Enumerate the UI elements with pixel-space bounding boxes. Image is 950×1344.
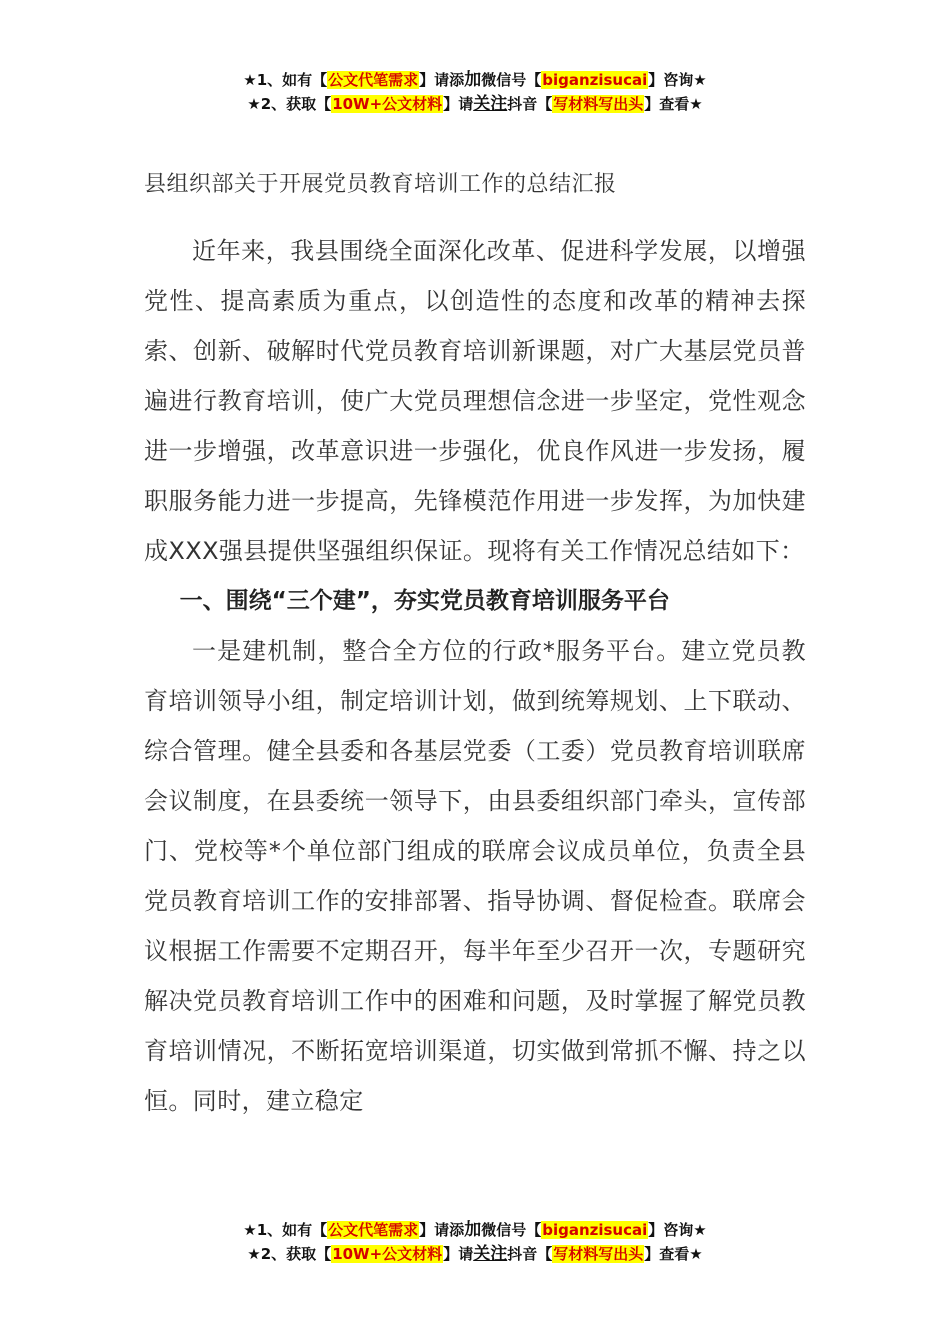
banner-emphasis: 加 xyxy=(464,70,482,90)
banner-line-1 xyxy=(0,68,950,92)
highlight-wechat-id: biganzisucai xyxy=(542,71,648,89)
document-body xyxy=(144,168,806,1126)
banner-text: 】请 xyxy=(443,95,474,113)
intro-paragraph: 近年来，我县围绕全面深化改革、促进科学发展，以增强党性、提高素质为重点，以创造性的态度和改革的精神去探索、创新、破解时代党员教育培训新课题，对广大基层党员普遍进行教育培训，使广大党员理想信念进一步坚定，党性观念进一步增强，改革意识进一步强化，优良作风进一步发扬，履职服务能力进一步提高，先锋模范作用进一步发挥，为加快建成XXX强县提供坚强组织保证。现将有关工作情况总结如下： xyxy=(144,237,806,565)
highlight-materials: 10W+公文材料 xyxy=(332,95,443,113)
highlight-materials: 10W+公文材料 xyxy=(332,1245,443,1263)
highlight-service: 公文代笔需求 xyxy=(328,1221,419,1239)
banner-text: 】查看★ xyxy=(644,95,703,113)
top-banner xyxy=(0,68,950,116)
banner-text: ★1、如有【 xyxy=(243,1221,328,1239)
banner-emphasis: 关注 xyxy=(473,1244,508,1264)
banner-text: 】请添 xyxy=(419,1221,465,1239)
document-title: 县组织部关于开展党员教育培训工作的总结汇报 xyxy=(144,172,617,197)
banner-text: 】查看★ xyxy=(644,1245,703,1263)
banner-text: ★2、获取【 xyxy=(247,1245,332,1263)
banner-text: 】请 xyxy=(443,1245,474,1263)
banner-text: ★2、获取【 xyxy=(247,95,332,113)
section-heading: 一、围绕“三个建”，夯实党员教育培训服务平台 xyxy=(179,588,670,614)
banner-line-1 xyxy=(0,1218,950,1242)
highlight-wechat-id: biganzisucai xyxy=(542,1221,648,1239)
highlight-douyin: 写材料写出头 xyxy=(553,1245,644,1263)
banner-text: 微信号【 xyxy=(481,1221,542,1239)
banner-emphasis: 关注 xyxy=(473,94,508,114)
banner-text: 微信号【 xyxy=(481,71,542,89)
banner-line-2 xyxy=(0,1242,950,1266)
banner-text: 抖音【 xyxy=(507,95,553,113)
bottom-banner xyxy=(0,1218,950,1266)
highlight-douyin: 写材料写出头 xyxy=(553,95,644,113)
banner-line-2 xyxy=(0,92,950,116)
highlight-service: 公文代笔需求 xyxy=(328,71,419,89)
section-paragraph: 一是建机制，整合全方位的行政*服务平台。建立党员教育培训领导小组，制定培训计划，做到统筹规划、上下联动、综合管理。健全县委和各基层党委（工委）党员教育培训联席会议制度，在县委统一领导下，由县委组织部门牵头，宣传部门、党校等*个单位部门组成的联席会议成员单位，负责全县党员教育培训工作的安排部署、指导协调、督促检查。联席会议根据工作需要不定期召开，每半年至少召开一次，专题研究解决党员教育培训工作中的困难和问题，及时掌握了解党员教育培训情况，不断拓宽培训渠道，切实做到常抓不懈、持之以恒。同时，建立稳定 xyxy=(144,637,806,1115)
banner-text: ★1、如有【 xyxy=(243,71,328,89)
banner-text: 】请添 xyxy=(419,71,465,89)
banner-text: 】咨询★ xyxy=(648,1221,707,1239)
banner-text: 抖音【 xyxy=(507,1245,553,1263)
banner-emphasis: 加 xyxy=(464,1220,482,1240)
banner-text: 】咨询★ xyxy=(648,71,707,89)
